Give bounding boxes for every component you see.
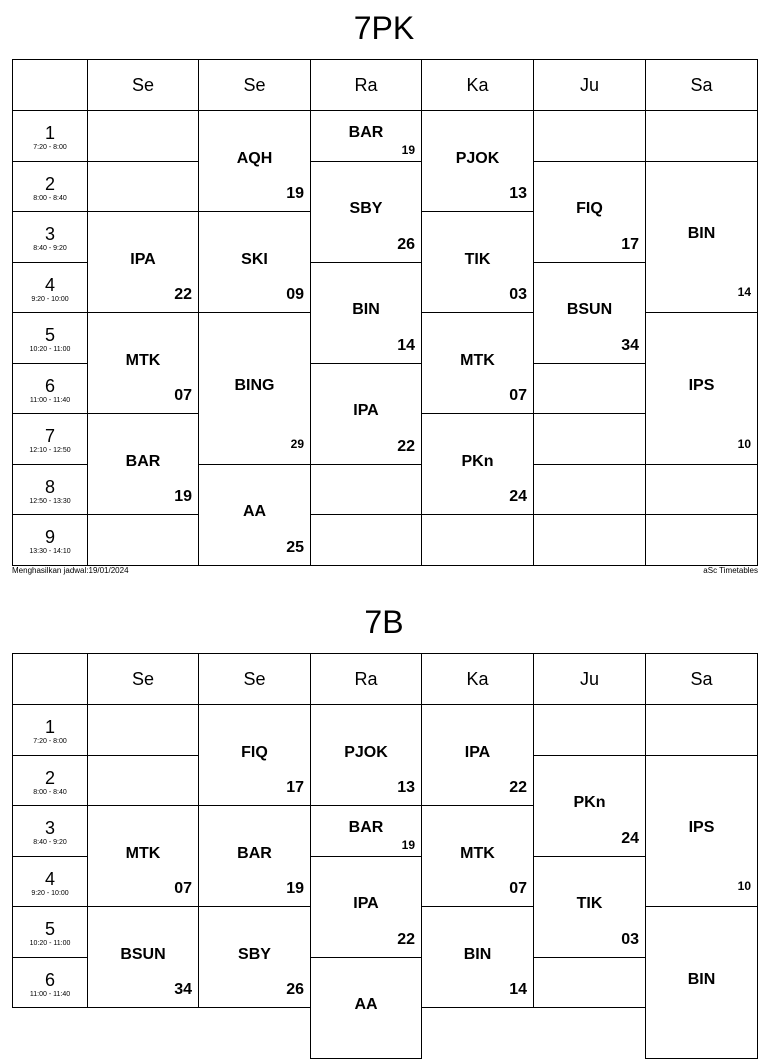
subject-label: FIQ [576, 200, 603, 217]
subject-label: MTK [460, 844, 495, 862]
subject-label: PJOK [344, 743, 388, 761]
room-label: 17 [621, 235, 639, 253]
lesson-cell [645, 161, 758, 314]
period-time: 11:00 - 11:40 [29, 990, 71, 998]
period-time: 8:00 - 8:40 [33, 788, 67, 796]
period-cell [12, 755, 88, 807]
period-cell [12, 312, 88, 364]
subject-label: BIN [687, 225, 716, 243]
period-cell [12, 856, 88, 908]
subject-label: AA [354, 996, 378, 1013]
lesson-cell [198, 906, 311, 1008]
lesson-cell [87, 906, 199, 1008]
lesson-cell [421, 110, 534, 212]
room-label: 13 [509, 185, 527, 202]
day-header: Se [198, 653, 311, 705]
subject-label: IPA [130, 250, 156, 268]
day-header: Se [87, 59, 199, 111]
lesson-cell [198, 211, 311, 313]
period-time: 10:20 - 11:00 [29, 940, 71, 947]
room-label: 19 [286, 880, 304, 897]
room-label: 07 [174, 387, 192, 404]
period-number: 6 [44, 969, 55, 990]
lesson-cell [645, 755, 758, 908]
lesson-cell [310, 805, 422, 857]
period-number: 1 [44, 123, 55, 143]
subject-label: BSUN [120, 945, 166, 963]
lesson-cell [645, 906, 758, 1059]
lesson-cell [198, 464, 311, 566]
room-label: 34 [174, 981, 192, 998]
period-time: 12:10 - 12:50 [29, 447, 71, 454]
room-label: 09 [286, 286, 304, 303]
lesson-cell [533, 856, 646, 958]
lesson-cell [421, 211, 534, 313]
subject-label: IPA [353, 402, 379, 419]
day-header: Ju [533, 59, 646, 111]
room-label: 10 [737, 879, 751, 893]
period-cell [12, 363, 88, 415]
day-header: Sa [645, 653, 758, 705]
room-label: 07 [509, 387, 527, 404]
day-header: Se [87, 653, 199, 705]
lesson-cell [310, 161, 422, 263]
lesson-cell [87, 413, 199, 515]
empty-cell [533, 110, 646, 162]
empty-cell [533, 514, 646, 566]
subject-label: BIN [687, 970, 716, 988]
corner-cell [12, 59, 88, 111]
lesson-cell [421, 805, 534, 907]
empty-cell [533, 413, 646, 465]
period-time: 9:20 - 10:00 [31, 295, 69, 303]
room-label: 29 [290, 436, 304, 451]
lesson-cell [310, 704, 422, 806]
room-label: 26 [286, 981, 304, 998]
empty-cell [645, 110, 758, 162]
empty-cell [645, 464, 758, 516]
subject-label: AA [242, 503, 267, 520]
subject-label: MTK [125, 351, 161, 369]
period-number: 4 [44, 868, 55, 889]
empty-cell [645, 704, 758, 756]
subject-label: PKn [573, 794, 606, 811]
lesson-cell [87, 312, 199, 414]
period-number: 5 [44, 325, 55, 345]
day-header: Sa [645, 59, 758, 111]
period-cell [12, 413, 88, 465]
lesson-cell [533, 161, 646, 263]
empty-cell [533, 363, 646, 415]
class-title: 7PK [353, 10, 415, 46]
period-time: 10:20 - 11:00 [29, 346, 71, 353]
empty-cell [87, 514, 199, 566]
subject-label: MTK [125, 844, 161, 862]
room-label: 14 [397, 336, 415, 354]
room-label: 22 [174, 286, 192, 303]
day-header: Ra [310, 653, 422, 705]
room-label: 03 [509, 286, 527, 303]
empty-cell [87, 110, 199, 162]
empty-cell [310, 514, 422, 566]
subject-label: IPA [464, 743, 491, 761]
room-label: 25 [286, 538, 304, 556]
period-number: 7 [44, 426, 55, 446]
period-number: 3 [44, 818, 55, 838]
lesson-cell [421, 704, 534, 806]
period-time: 8:40 - 9:20 [33, 839, 67, 846]
period-cell [12, 464, 88, 516]
lesson-cell [421, 312, 534, 414]
period-number: 5 [44, 919, 55, 939]
room-label: 26 [397, 235, 415, 253]
lesson-cell [533, 262, 646, 364]
room-label: 19 [401, 143, 415, 157]
period-number: 1 [44, 717, 55, 737]
empty-cell [87, 704, 199, 756]
room-label: 14 [737, 285, 751, 299]
subject-label: TIK [464, 250, 491, 268]
empty-cell [645, 514, 758, 566]
footer-credit: aSc Timetables [703, 565, 758, 575]
subject-label: BAR [125, 452, 161, 470]
lesson-cell [198, 312, 311, 465]
room-label: 14 [509, 981, 527, 998]
lesson-cell [645, 312, 758, 465]
empty-cell [87, 755, 199, 807]
subject-label: SKI [241, 250, 268, 268]
room-label: 10 [737, 436, 751, 451]
period-cell [12, 704, 88, 756]
subject-label: IPS [688, 819, 715, 837]
subject-label: MTK [460, 351, 495, 369]
lesson-cell [310, 363, 422, 465]
period-time: 8:40 - 9:20 [33, 245, 67, 252]
period-time: 8:00 - 8:40 [33, 194, 67, 202]
subject-label: TIK [576, 895, 603, 912]
subject-label: PJOK [455, 149, 500, 167]
subject-label: BAR [348, 124, 384, 141]
empty-cell [87, 161, 199, 213]
room-label: 13 [397, 779, 415, 796]
period-number: 9 [44, 527, 55, 547]
room-label: 07 [174, 880, 192, 897]
empty-cell [533, 704, 646, 756]
period-time: 13:30 - 14:10 [29, 548, 71, 555]
period-number: 8 [44, 476, 55, 497]
empty-cell [533, 464, 646, 516]
subject-label: PKn [461, 452, 494, 470]
lesson-cell [198, 110, 311, 212]
subject-label: BIN [463, 945, 492, 963]
period-time: 7:20 - 8:00 [33, 738, 67, 745]
subject-label: IPA [353, 895, 379, 912]
lesson-cell [310, 957, 422, 1059]
day-header: Se [198, 59, 311, 111]
subject-label: SBY [349, 200, 383, 217]
lesson-cell [198, 805, 311, 907]
empty-cell [533, 957, 646, 1009]
lesson-cell [421, 413, 534, 515]
lesson-cell [310, 110, 422, 162]
room-label: 17 [286, 779, 304, 796]
room-label: 22 [397, 437, 415, 455]
lesson-cell [421, 906, 534, 1008]
empty-cell [310, 464, 422, 516]
subject-label: BING [234, 376, 275, 394]
room-label: 34 [621, 336, 639, 354]
day-header: Ka [421, 59, 534, 111]
lesson-cell [87, 805, 199, 907]
subject-label: BAR [348, 819, 384, 836]
period-cell [12, 957, 88, 1009]
period-time: 7:20 - 8:00 [33, 144, 67, 151]
room-label: 24 [509, 488, 527, 505]
period-cell [12, 262, 88, 314]
period-number: 4 [44, 274, 55, 295]
subject-label: BAR [237, 844, 272, 862]
empty-cell [421, 514, 534, 566]
lesson-cell [310, 262, 422, 364]
subject-label: BIN [352, 301, 380, 318]
period-cell [12, 906, 88, 958]
day-header: Ra [310, 59, 422, 111]
room-label: 24 [621, 829, 639, 847]
day-header: Ka [421, 653, 534, 705]
subject-label: BSUN [566, 301, 613, 318]
period-number: 2 [44, 173, 55, 194]
room-label: 22 [509, 779, 527, 796]
subject-label: AQH [236, 149, 273, 167]
period-number: 3 [44, 224, 55, 244]
room-label: 19 [401, 838, 415, 852]
room-label: 22 [397, 930, 415, 948]
lesson-cell [198, 704, 311, 806]
day-header: Ju [533, 653, 646, 705]
room-label: 07 [509, 880, 527, 897]
period-cell [12, 110, 88, 162]
lesson-cell [310, 856, 422, 958]
class-title: 7B [364, 604, 404, 640]
period-time: 12:50 - 13:30 [29, 497, 71, 505]
period-time: 9:20 - 10:00 [31, 889, 69, 897]
period-time: 11:00 - 11:40 [29, 396, 71, 404]
period-cell [12, 514, 88, 566]
room-label: 19 [174, 488, 192, 505]
period-number: 2 [44, 767, 55, 788]
lesson-cell [533, 755, 646, 857]
subject-label: FIQ [241, 743, 268, 761]
period-cell [12, 211, 88, 263]
subject-label: SBY [238, 945, 271, 963]
subject-label: IPS [688, 376, 715, 394]
room-label: 19 [286, 185, 304, 202]
period-number: 6 [44, 375, 55, 396]
period-cell [12, 161, 88, 213]
room-label: 03 [621, 930, 639, 948]
lesson-cell [87, 211, 199, 313]
corner-cell [12, 653, 88, 705]
period-cell [12, 805, 88, 857]
footer-generated-date: Menghasilkan jadwal:19/01/2024 [12, 565, 129, 575]
